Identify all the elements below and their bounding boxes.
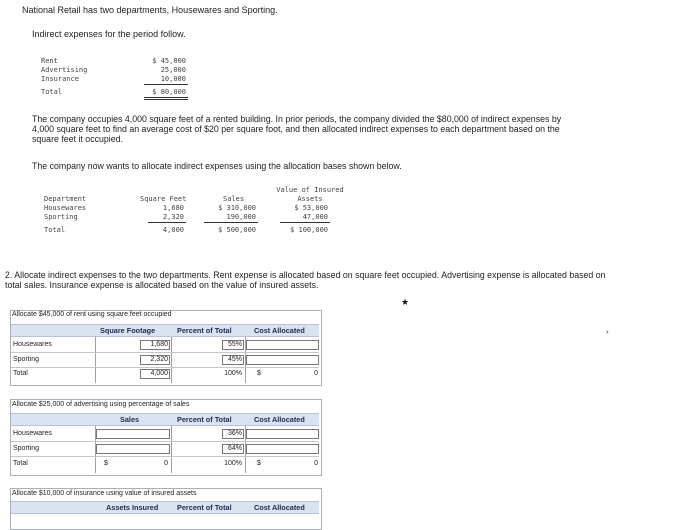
- expense-total-label: Total: [41, 88, 63, 96]
- row-label: Sporting: [13, 356, 40, 363]
- double-rule: [144, 99, 188, 100]
- ad-cost-dollar: $: [257, 460, 261, 467]
- expense-label: Advertising: [41, 66, 88, 74]
- total-rule: [144, 84, 188, 85]
- grid-line: [95, 337, 96, 383]
- rent-header-base: Square Footage: [100, 326, 156, 335]
- ad-header-base: Sales: [120, 415, 140, 424]
- row-label: Housewares: [13, 430, 52, 437]
- bases-header-sales: Sales: [223, 195, 245, 203]
- bases-row-department: Total: [44, 226, 66, 234]
- bases-row-department: Housewares: [44, 204, 87, 212]
- rent-base-value: 1,680: [150, 341, 168, 348]
- expense-label: Insurance: [41, 75, 79, 83]
- bases-row-insured: $ 53,000: [294, 204, 328, 212]
- bases-header-square-feet: Square Feet: [140, 195, 187, 203]
- rent-cost-input[interactable]: [246, 355, 319, 365]
- bases-header-assets: Assets: [297, 195, 323, 203]
- rent-percent-total: 100%: [224, 370, 242, 377]
- ins-header-percent: Percent of Total: [177, 503, 232, 512]
- ad-cost-input[interactable]: [246, 444, 319, 454]
- bases-rule: [204, 222, 258, 223]
- rent-base-value: 4,000: [150, 370, 168, 377]
- double-rule: [144, 97, 188, 98]
- bases-row-square-feet: 2,320: [162, 213, 184, 221]
- rent-percent-value: 55%: [227, 341, 242, 348]
- intro-text: National Retail has two departments, Housewares and Sporting.: [22, 5, 278, 15]
- ad-base-input[interactable]: [96, 444, 170, 454]
- ad-base-total: 0: [164, 460, 168, 467]
- expense-total-amount: $ 80,000: [152, 88, 186, 96]
- ad-cost-total: 0: [314, 460, 318, 467]
- bases-header-department: Department: [44, 195, 87, 203]
- grid-line: [11, 456, 319, 457]
- ins-header-base: Assets Insured: [106, 503, 159, 512]
- rent-base-value: 2,320: [150, 356, 168, 363]
- ad-table-title: Allocate $25,000 of advertising using percentage of sales: [12, 401, 190, 408]
- question-text: 2. Allocate indirect expenses to the two departments. Rent expense is allocated based on square feet occupied. Advertising expense is allocated based on total sales. Insurance expense is allocated based on the value of insured assets.: [5, 270, 606, 290]
- ins-table-title: Allocate $10,000 of insurance using value of insured assets: [12, 490, 197, 497]
- bases-row-sales: $ 310,000: [218, 204, 256, 212]
- cursor-caret-icon: ›: [606, 327, 609, 336]
- grid-line: [171, 337, 172, 383]
- paragraph-bases: The company now wants to allocate indirect expenses using the allocation bases shown below.: [32, 161, 402, 171]
- grid-line: [11, 352, 319, 353]
- row-label: Housewares: [13, 341, 52, 348]
- ad-percent-value: 36%: [227, 430, 242, 437]
- ins-header-cost: Cost Allocated: [254, 503, 305, 512]
- bases-row-sales: $ 500,000: [218, 226, 256, 234]
- bases-row-insured: 47,000: [302, 213, 328, 221]
- bases-header-insured: Value of Insured: [276, 186, 344, 194]
- expense-amount: $ 45,000: [152, 57, 186, 65]
- ad-header-percent: Percent of Total: [177, 415, 232, 424]
- bases-rule: [148, 222, 186, 223]
- grid-line: [11, 441, 319, 442]
- bases-row-sales: 190,000: [226, 213, 256, 221]
- expense-amount: 25,000: [160, 66, 186, 74]
- grid-line: [11, 367, 319, 368]
- expense-amount: 10,000: [160, 75, 186, 83]
- bases-row-square-feet: 4,000: [162, 226, 184, 234]
- bases-rule: [280, 222, 330, 223]
- row-label: Total: [13, 460, 28, 467]
- intro-subtitle: Indirect expenses for the period follow.: [32, 29, 186, 39]
- rent-header-cost: Cost Allocated: [254, 326, 305, 335]
- paragraph-occupancy: The company occupies 4,000 square feet of a rented building. In prior periods, the company divided the $80,000 of indirect expenses by 4,000 square feet to find an average cost of $20 per square foot, and then allocated indirect expenses to each department based on the square feet it occupied.: [32, 114, 562, 144]
- bases-row-department: Sporting: [44, 213, 78, 221]
- rent-header-percent: Percent of Total: [177, 326, 232, 335]
- bases-row-square-feet: 1,680: [162, 204, 184, 212]
- rent-cost-total: 0: [314, 370, 318, 377]
- cursor-star-icon: ★: [401, 297, 410, 307]
- expense-label: Rent: [41, 57, 58, 65]
- ad-percent-value: 64%: [227, 445, 242, 452]
- row-label: Total: [13, 370, 28, 377]
- rent-cost-input[interactable]: [246, 340, 319, 350]
- bases-row-insured: $ 100,000: [290, 226, 328, 234]
- rent-percent-value: 45%: [227, 356, 242, 363]
- row-label: Sporting: [13, 445, 40, 452]
- rent-cost-dollar: $: [257, 370, 261, 377]
- ad-base-dollar: $: [104, 460, 108, 467]
- ad-percent-total: 100%: [224, 460, 242, 467]
- ad-header-cost: Cost Allocated: [254, 415, 305, 424]
- grid-line: [171, 426, 172, 473]
- rent-table-title: Allocate $45,000 of rent using square feet occupied: [12, 311, 172, 318]
- ad-cost-input[interactable]: [246, 429, 319, 439]
- ad-base-input[interactable]: [96, 429, 170, 439]
